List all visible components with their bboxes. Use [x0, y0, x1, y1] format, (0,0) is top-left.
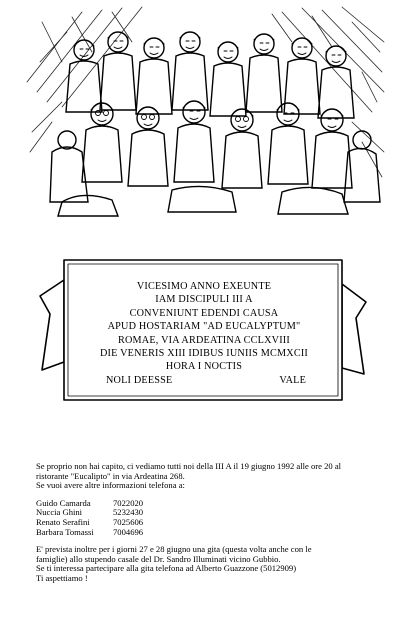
contact-phone: 7025606 — [113, 516, 144, 527]
latin-line: VICESIMO ANNO EXEUNTE — [136, 281, 272, 292]
intro-line: Se proprio non hai capito, ci vediamo tutti noi della III A il 19 giugno 1992 alle ore 20 al — [36, 461, 342, 471]
latin-closing-right: VALE — [279, 374, 306, 386]
trip-line: E' prevista inoltre per i giorni 27 e 28 giugno una gita (questa volta anche con le — [36, 544, 312, 555]
trip-line: Ti aspettiamo ! — [36, 572, 88, 583]
latin-line: HORA I NOCTIS — [165, 361, 243, 373]
seated-figures — [50, 131, 380, 216]
latin-line: DIE VENERIS XIII IDIBUS IUNIIS MCMXCII — [99, 348, 309, 360]
contact-name: Guido Camarda — [36, 497, 91, 508]
latin-line: APUD HOSTARIAM "AD EUCALYPTUM" — [107, 321, 301, 333]
latin-line: ROMAE, VIA ARDEATINA CCLXVIII — [117, 334, 290, 346]
italian-details — [36, 462, 396, 584]
contact-phone: 7004696 — [113, 526, 144, 537]
contact-name: Nuccia Ghini — [36, 507, 83, 518]
contact-list — [36, 499, 396, 537]
intro-line: Se vuoi avere altre informazioni telefona a: — [36, 480, 185, 491]
contact-row — [36, 528, 396, 538]
trip-line: Se ti interessa partecipare alla gita telefona ad Alberto Guazzone (5012909) — [36, 563, 297, 574]
contact-row — [36, 499, 396, 509]
latin-closing-left: NOLI DEESSE — [106, 374, 173, 386]
contact-row — [36, 508, 396, 518]
class-group-illustration — [22, 2, 386, 220]
latin-line: CONVENIUNT EDENDI CAUSA — [129, 307, 279, 319]
latin-invitation — [76, 280, 332, 387]
latin-closing — [76, 374, 332, 387]
contact-name: Renato Serafini — [36, 516, 90, 527]
latin-line: IAM DISCIPULI III A — [155, 294, 253, 306]
trip-line: famiglie) allo stupendo casale del Dr. Sandro Illuminati vicino Gubbio. — [36, 553, 281, 564]
contact-name: Barbara Tomassi — [36, 526, 94, 537]
contact-phone: 5232430 — [113, 507, 144, 518]
banner-right-ribbon — [342, 284, 366, 374]
hair-details — [74, 32, 346, 116]
banner-left-ribbon — [40, 280, 64, 370]
intro-line: ristorante "Eucalipto" in via Ardeatina 268. — [36, 470, 185, 481]
contact-phone: 7022020 — [113, 497, 144, 508]
